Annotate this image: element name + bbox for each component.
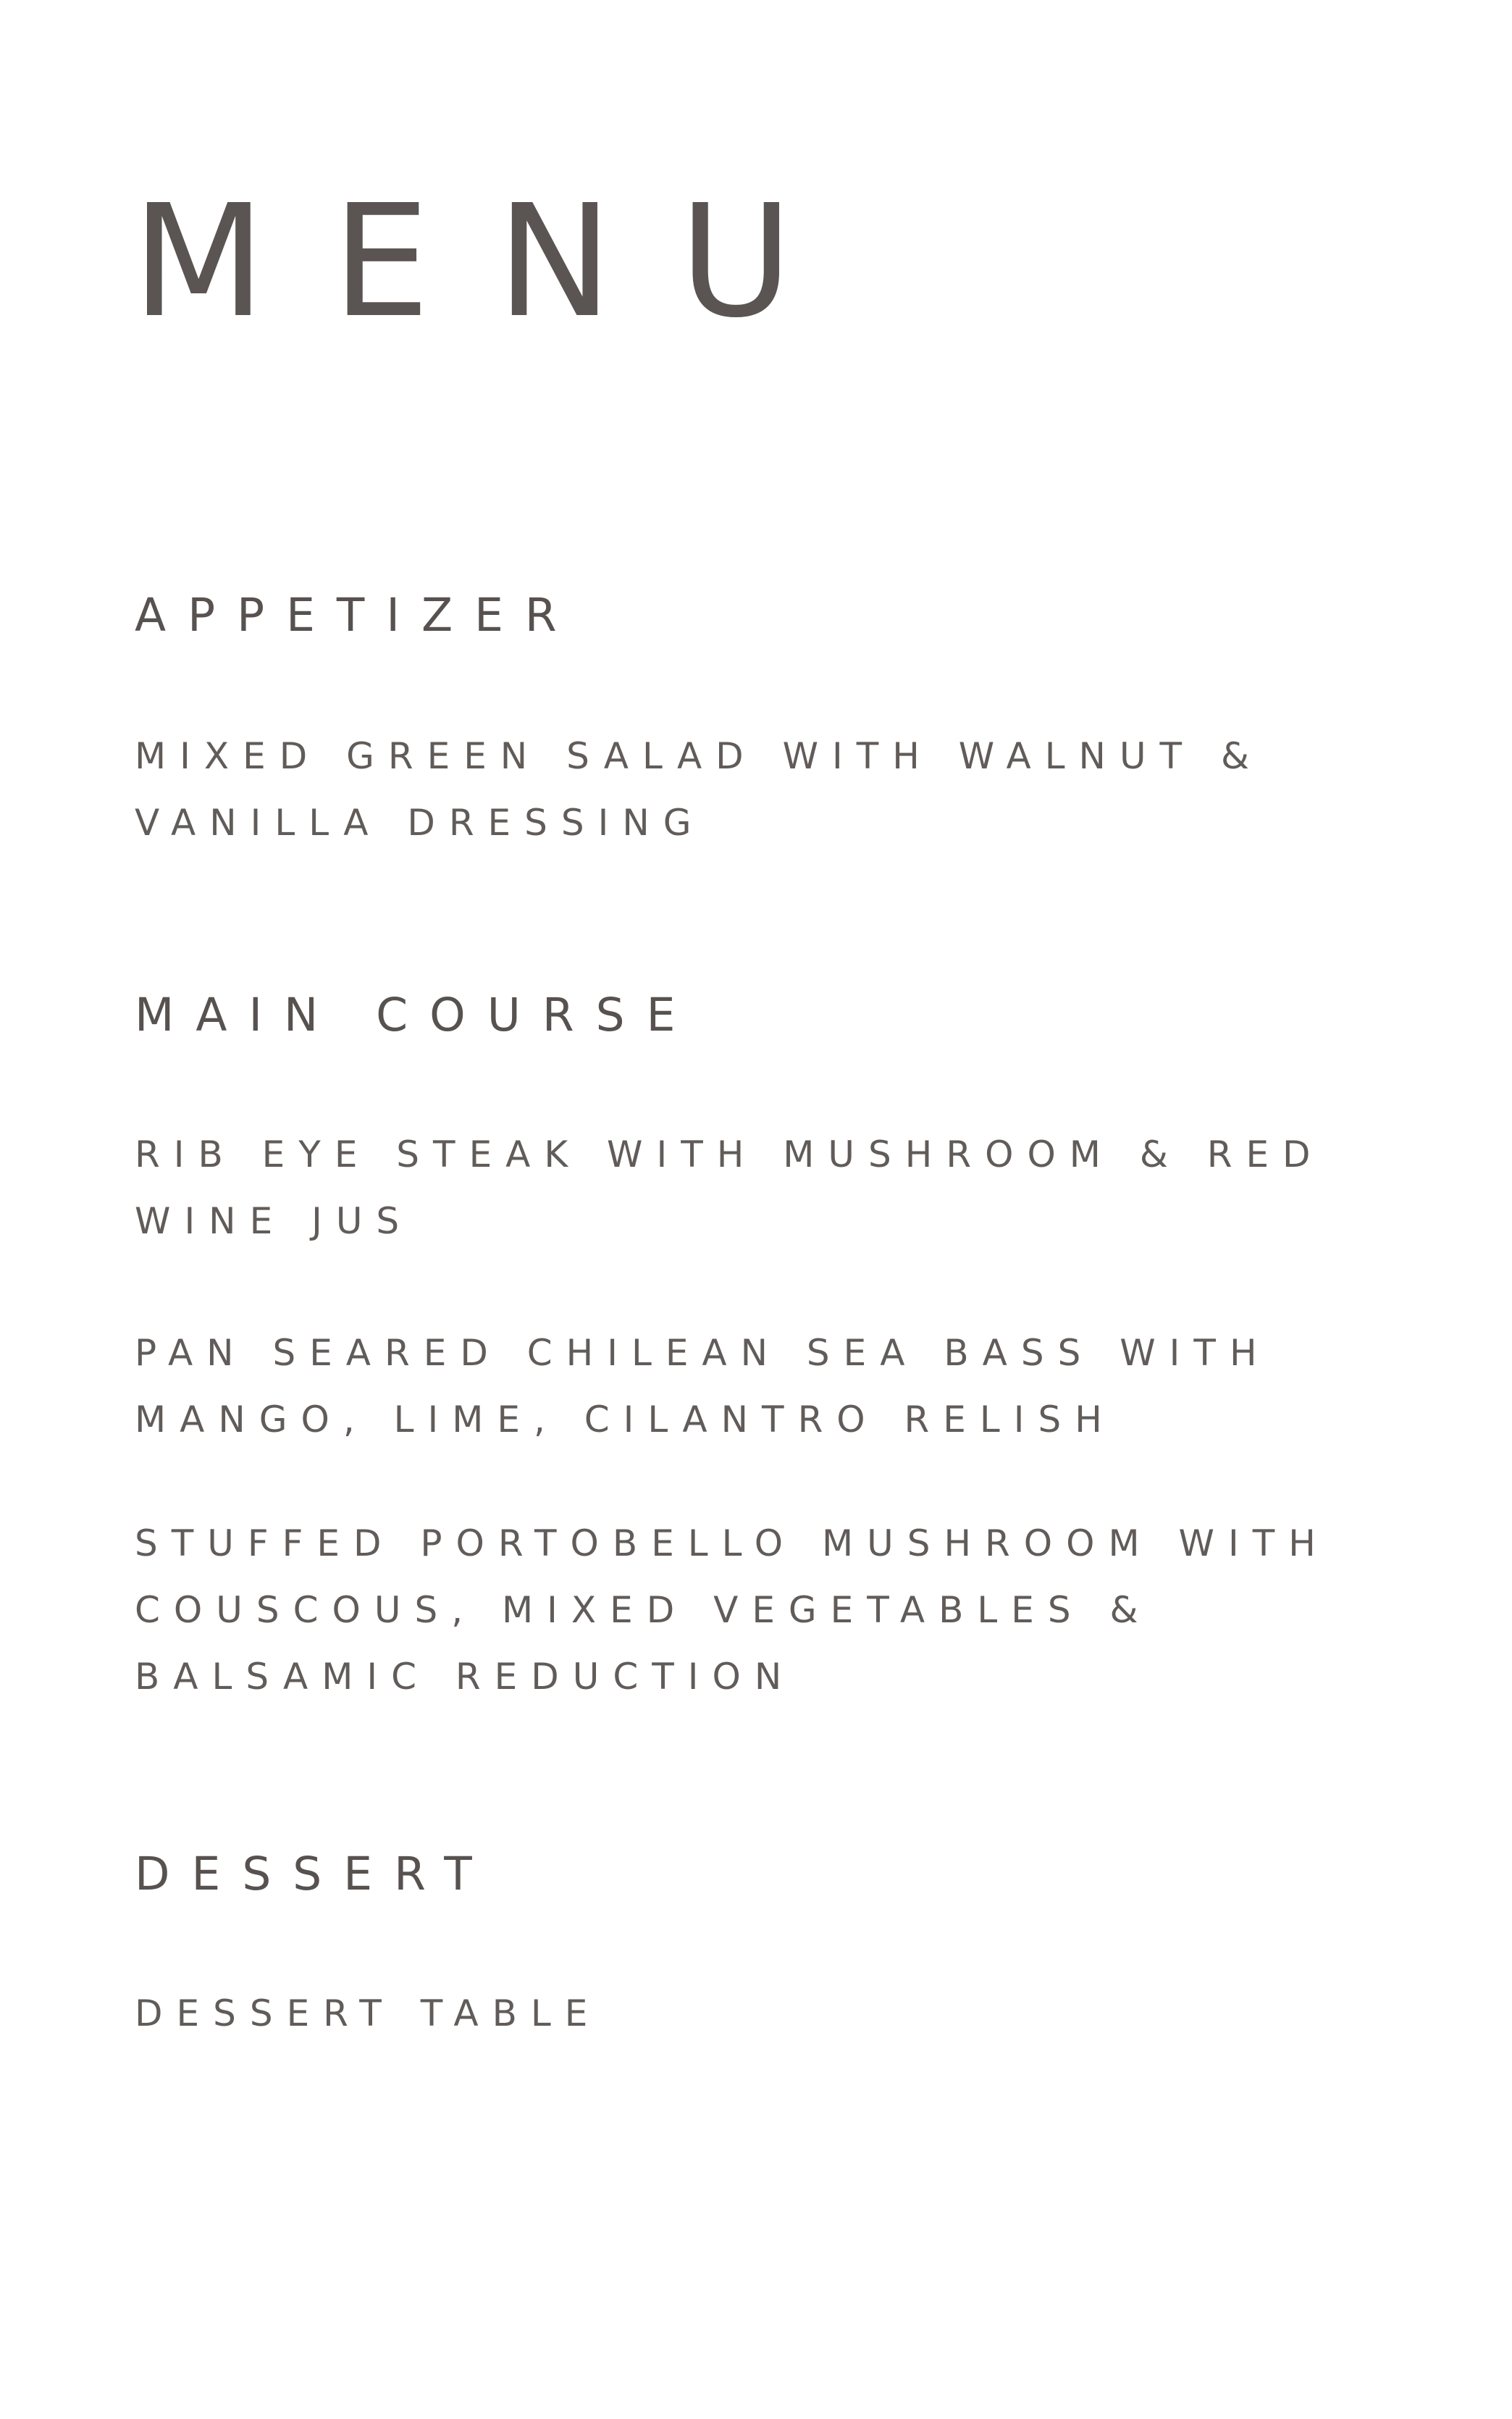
menu-item-ribeye: RIB EYE STEAK WITH MUSHROOM & RED WINE JUS — [135, 1133, 1324, 1242]
menu-item-sea-bass: PAN SEARED CHILEAN SEA BASS WITH MANGO, LIME, CILANTRO RELISH — [135, 1332, 1271, 1441]
section-heading-appetizer: APPETIZER — [135, 589, 579, 642]
menu-item-portobello: STUFFED PORTOBELLO MUSHROOM WITH COUSCOUS, MIXED VEGETABLES & BALSAMIC REDUCTION — [135, 1522, 1330, 1698]
section-heading-dessert: DESSERT — [135, 1848, 494, 1900]
menu-item-dessert-table: DESSERT TABLE — [135, 1992, 602, 2034]
menu-title: MENU — [132, 172, 860, 352]
menu-item-salad: MIXED GREEN SALAD WITH WALNUT & VANILLA DRESSING — [135, 735, 1263, 844]
section-heading-main-course: MAIN COURSE — [135, 989, 697, 1041]
